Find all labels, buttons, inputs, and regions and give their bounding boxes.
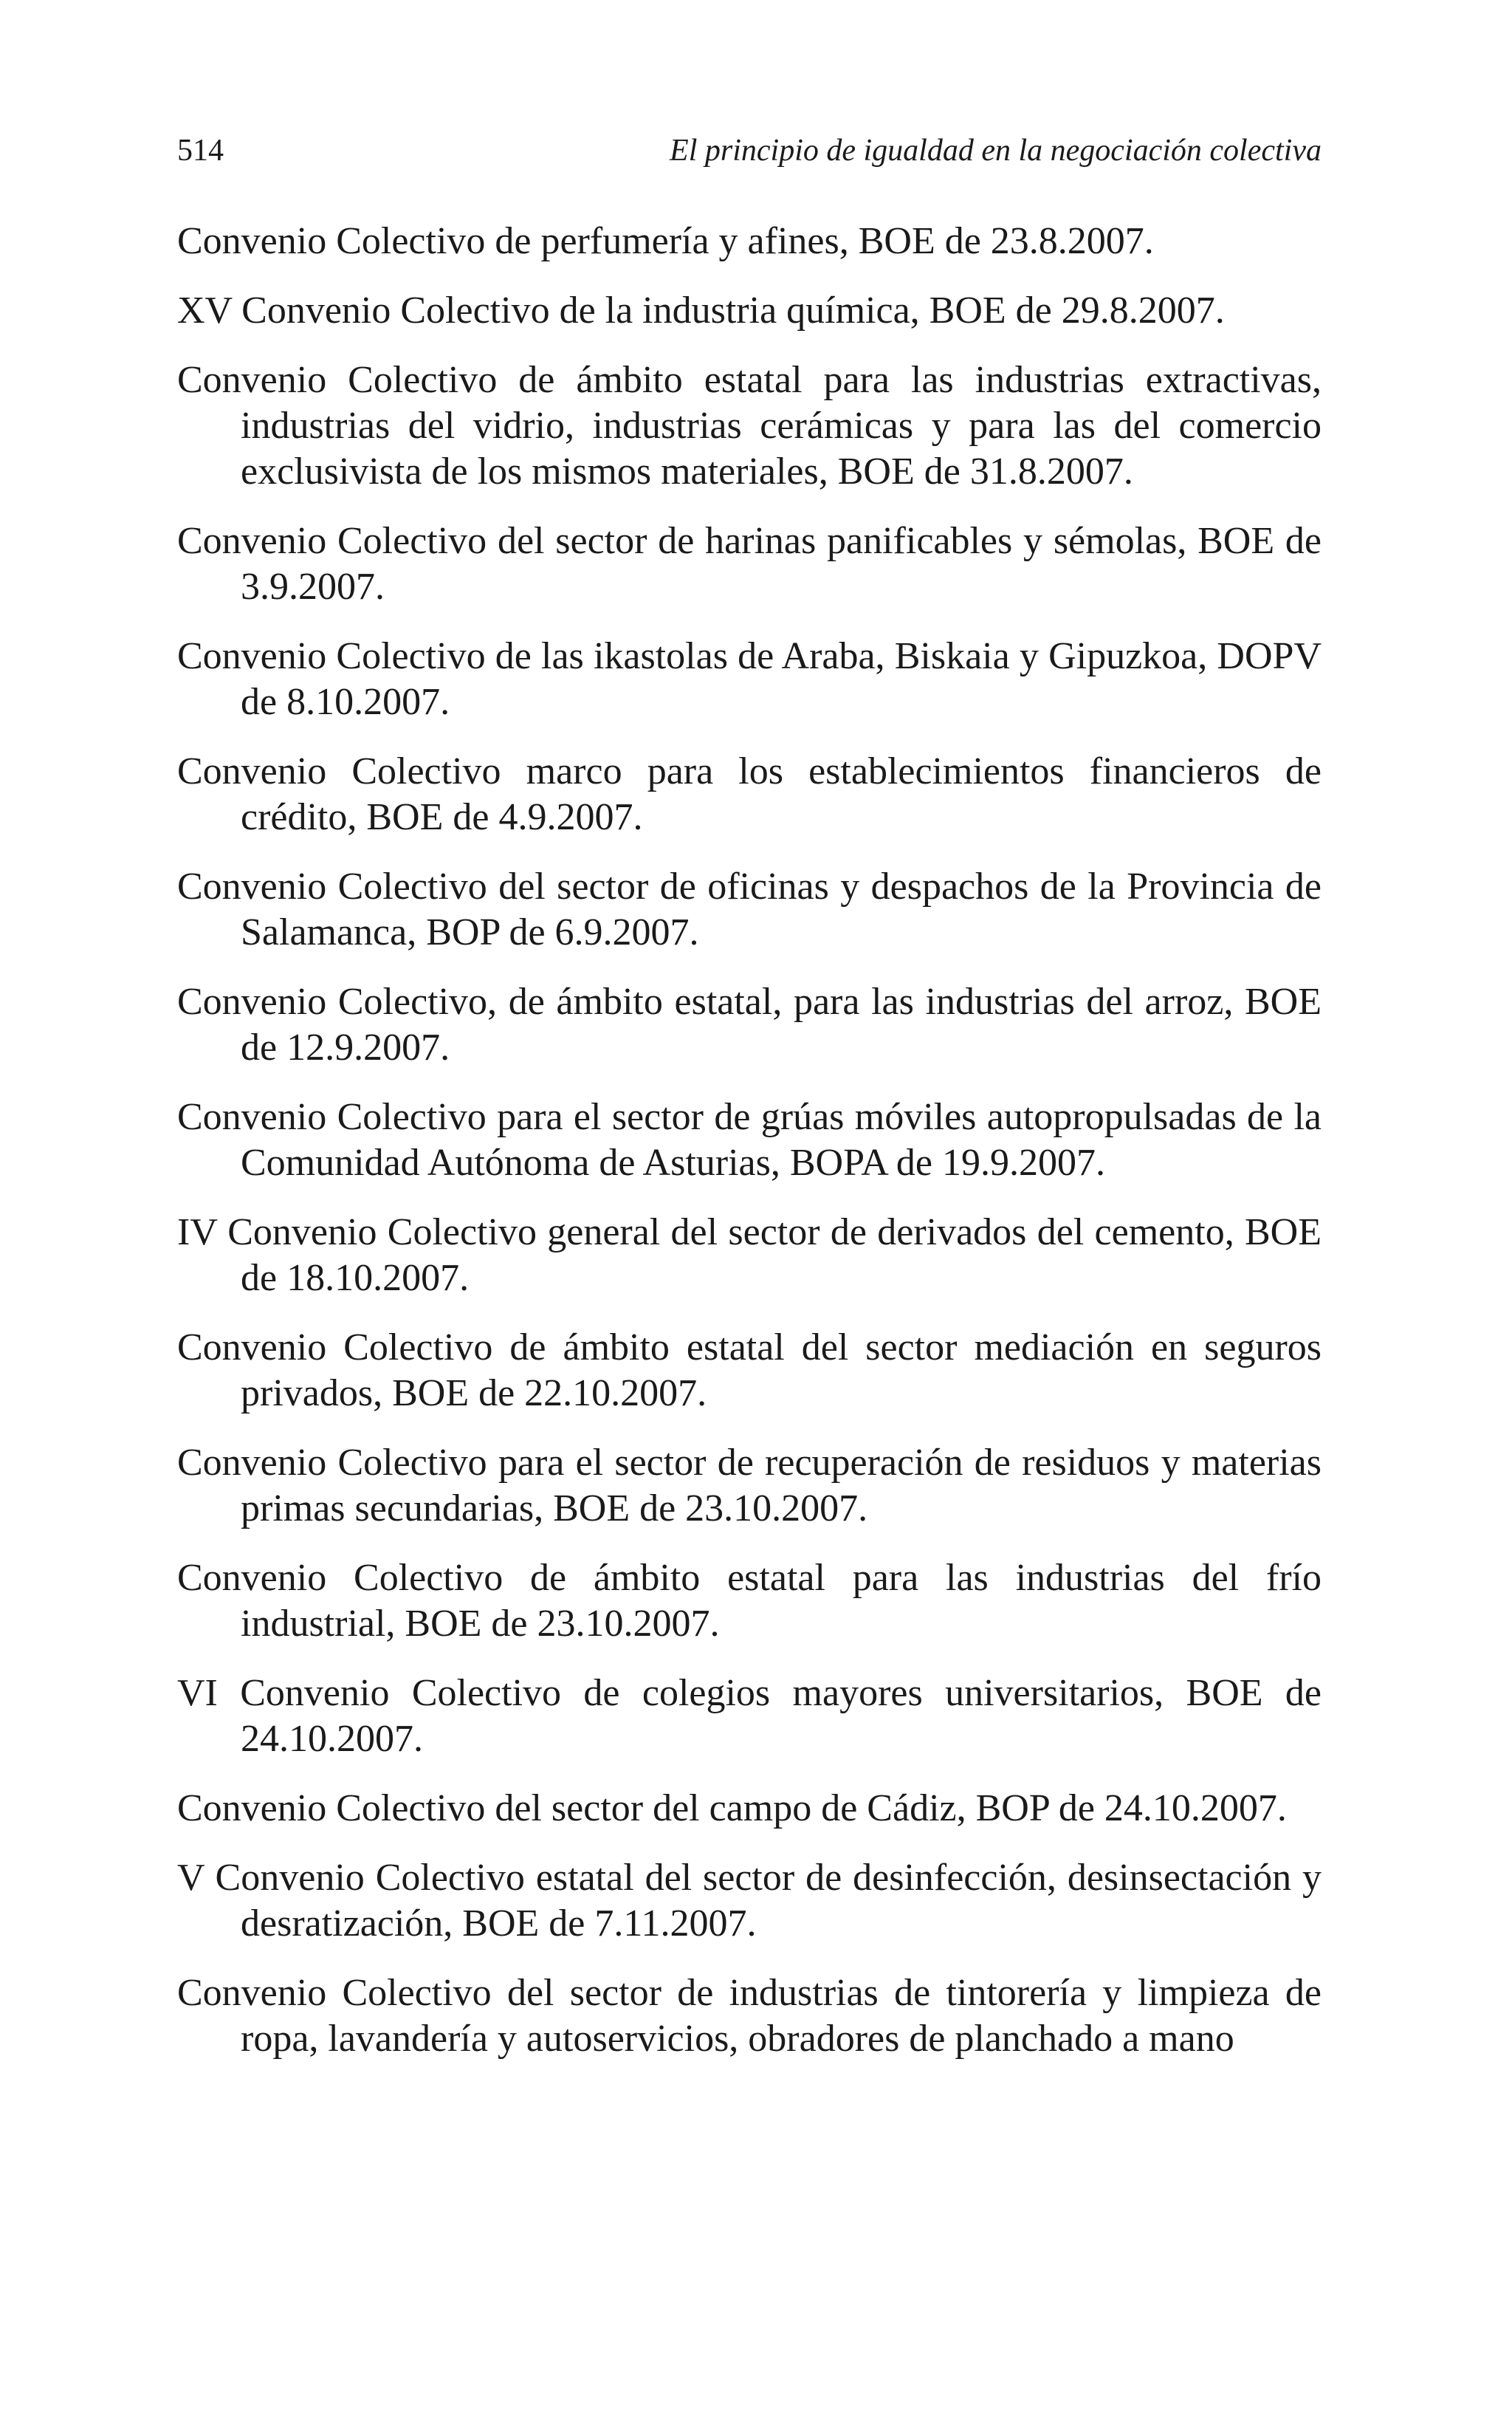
page-number: 514 — [177, 134, 224, 168]
list-item: Convenio Colectivo para el sector de grúas móviles autopropulsadas de la Comunidad Autónoma de Asturias, BOPA de 19.9.2007. — [177, 1096, 1322, 1184]
list-item: Convenio Colectivo del sector del campo de Cádiz, BOP de 24.10.2007. — [177, 1787, 1287, 1829]
list-item: Convenio Colectivo, de ámbito estatal, para las industrias del arroz, BOE de 12.9.2007. — [177, 981, 1322, 1069]
list-item: V Convenio Colectivo estatal del sector de desinfección, desinsectación y desratización, BOE de 7.11.2007. — [177, 1857, 1322, 1945]
list-item: Convenio Colectivo de ámbito estatal del sector mediación en seguros privados, BOE de 22.10.2007. — [177, 1326, 1322, 1414]
list-item: Convenio Colectivo para el sector de recuperación de residuos y materias primas secundarias, BOE de 23.10.2007. — [177, 1442, 1322, 1529]
list-item: Convenio Colectivo de perfumería y afines, BOE de 23.8.2007. — [177, 220, 1154, 262]
list-item: Convenio Colectivo marco para los establecimientos financieros de crédito, BOE de 4.9.2007. — [177, 750, 1322, 838]
list-item: Convenio Colectivo de ámbito estatal para las industrias extractivas, industrias del vidrio, industrias cerámicas y para las del comercio exclusivista de los mismos materiales, BOE de 31.8.2007. — [177, 359, 1322, 493]
list-item: IV Convenio Colectivo general del sector de derivados del cemento, BOE de 18.10.2007. — [177, 1211, 1322, 1299]
list-item: Convenio Colectivo del sector de harinas panificables y sémolas, BOE de 3.9.2007. — [177, 520, 1322, 608]
page-header — [177, 133, 1322, 185]
list-item: VI Convenio Colectivo de colegios mayores universitarios, BOE de 24.10.2007. — [177, 1672, 1322, 1760]
list-item: Convenio Colectivo del sector de oficinas y despachos de la Provincia de Salamanca, BOP de 6.9.2007. — [177, 866, 1322, 953]
convenio-list — [177, 219, 1322, 2086]
list-item: Convenio Colectivo de las ikastolas de Araba, Biskaia y Gipuzkoa, DOPV de 8.10.2007. — [177, 635, 1322, 723]
list-item: XV Convenio Colectivo de la industria química, BOE de 29.8.2007. — [177, 289, 1225, 332]
running-title: El principio de igualdad en la negociación colectiva — [670, 134, 1322, 168]
list-item: Convenio Colectivo del sector de industrias de tintorería y limpieza de ropa, lavandería y autoservicios, obradores de planchado a mano — [177, 1972, 1322, 2060]
list-item: Convenio Colectivo de ámbito estatal para las industrias del frío industrial, BOE de 23.10.2007. — [177, 1557, 1322, 1645]
